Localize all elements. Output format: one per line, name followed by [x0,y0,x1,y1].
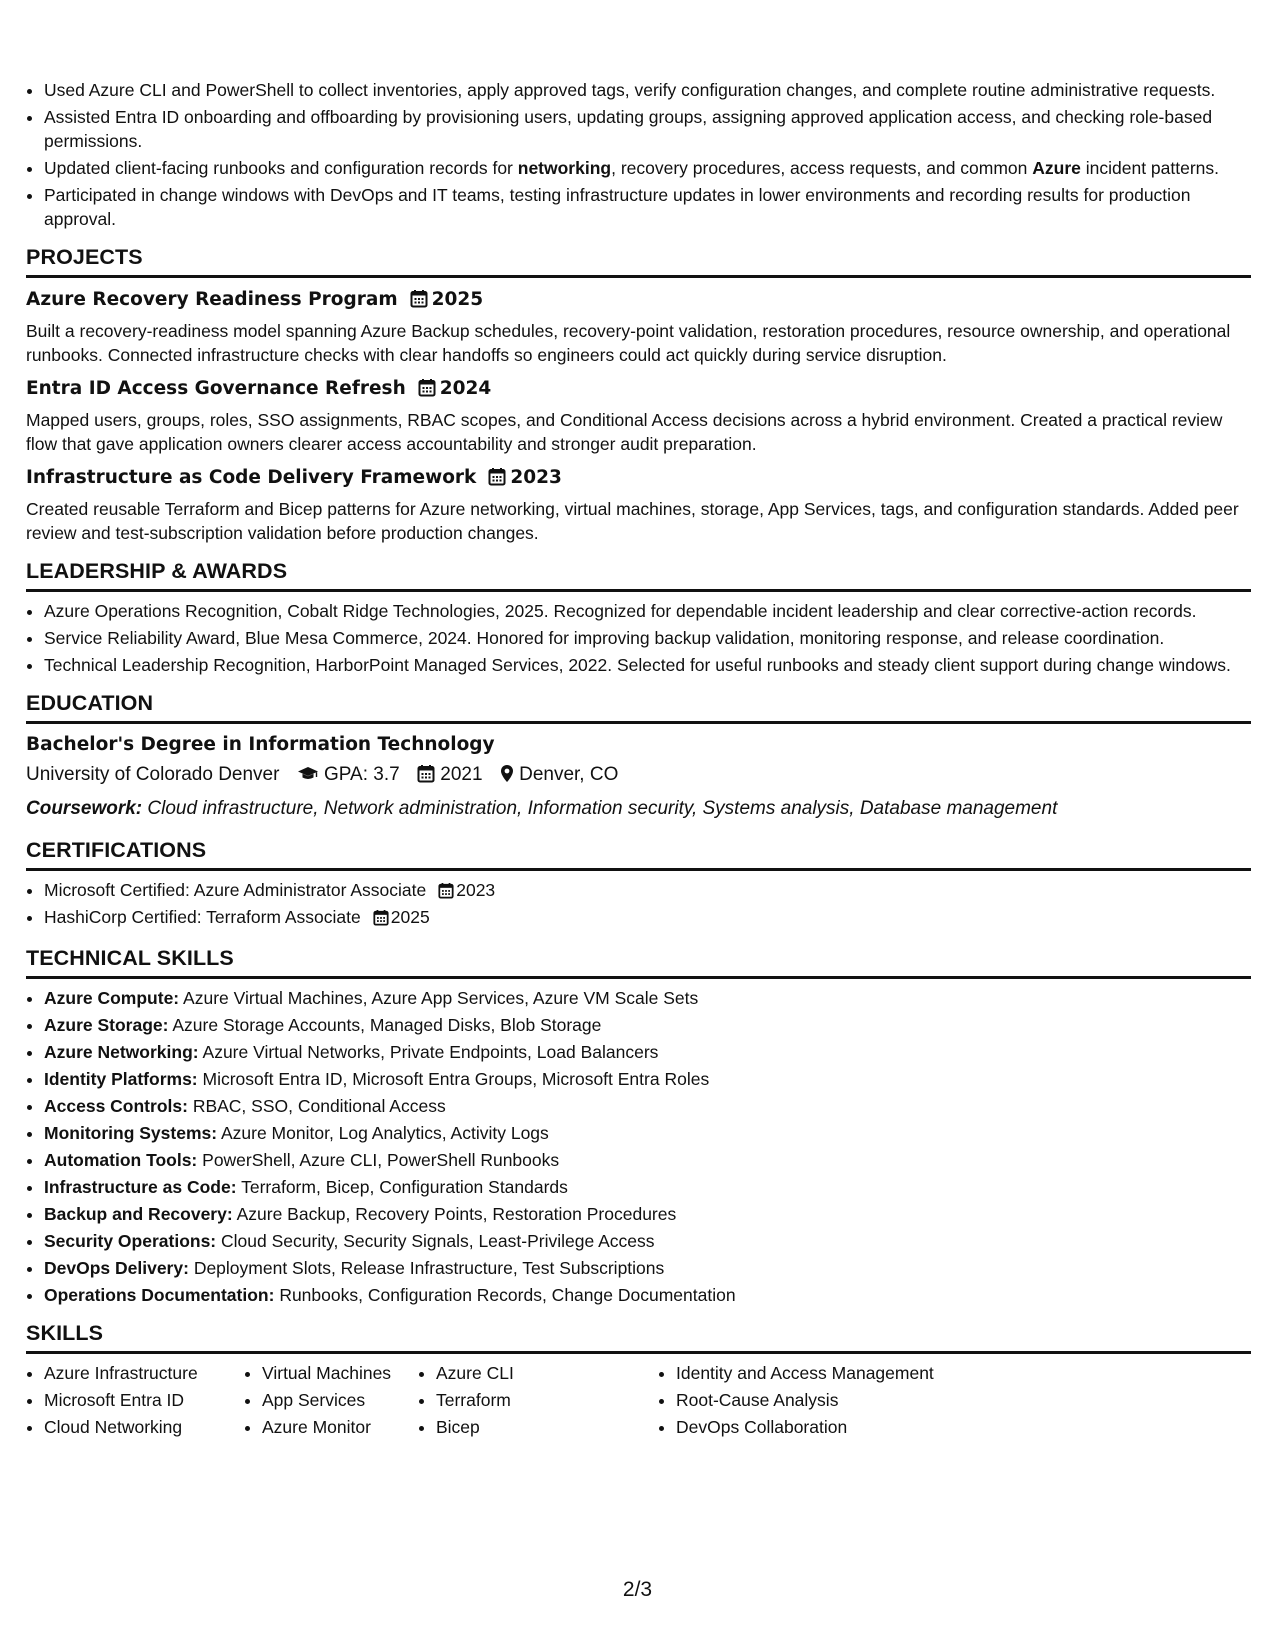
skill-values: Runbooks, Configuration Records, Change Documentation [279,1285,736,1305]
coursework-list: Cloud infrastructure, Network administration, Information security, Systems analysis, Database management [147,798,1058,819]
project-title: Azure Recovery Readiness Program [26,289,398,310]
section-heading-certifications: CERTIFICATIONS [26,835,1251,871]
skill-item: • Azure Monitor [262,1415,418,1439]
project-title: Infrastructure as Code Delivery Framework [26,467,477,488]
skills-section [26,1318,1251,1442]
skill-values: PowerShell, Azure CLI, PowerShell Runbooks [202,1150,560,1170]
calendar-icon [488,467,506,495]
skill-item: • Cloud Networking [44,1415,244,1439]
bullet-text: Assisted Entra ID onboarding and offboarding by provisioning users, updating groups, assigning approved application access, and checking role-based permissions. [44,107,1213,151]
skills-column [244,1361,418,1442]
certification-year: 2023 [456,880,496,900]
leadership-section [26,556,1251,677]
skill-category: Automation Tools: [44,1150,198,1170]
project-title-row [26,375,1251,406]
skill-values: Cloud Security, Security Signals, Least-Privilege Access [221,1231,655,1251]
technical-skill-item [44,1202,1251,1226]
skill-values: RBAC, SSO, Conditional Access [192,1096,446,1116]
skill-item: • Azure CLI [436,1361,658,1385]
skill-category: Monitoring Systems: [44,1123,218,1143]
skill-values: Azure Storage Accounts, Managed Disks, Blob Storage [172,1015,602,1035]
certification-item [44,905,1251,932]
coursework [26,794,1251,824]
project-year: 2024 [439,378,492,399]
projects-list [26,286,1251,545]
section-heading-skills: SKILLS [26,1318,1251,1354]
technical-skill-item [44,1229,1251,1253]
skill-category: Azure Storage: [44,1015,169,1035]
skill-values: Azure Monitor, Log Analytics, Activity Logs [220,1123,549,1143]
certification-name: HashiCorp Certified: Terraform Associate [44,907,361,927]
project-year: 2023 [510,467,562,488]
award-item: • Technical Leadership Recognition, HarborPoint Managed Services, 2022. Selected for useful runbooks and steady client support during change windows. [44,653,1251,677]
section-heading-education: EDUCATION [26,688,1251,724]
section-heading-projects: PROJECTS [26,242,1251,278]
award-item: • Azure Operations Recognition, Cobalt Ridge Technologies, 2025. Recognized for dependable incident leadership and clear corrective-action records. [44,599,1251,623]
bold-keyword: Azure [1032,158,1081,178]
skill-category: Backup and Recovery: [44,1204,233,1224]
skill-item: • Azure Infrastructure [44,1361,244,1385]
bullet-text: , recovery procedures, access requests, and common [611,158,1033,178]
project-description: Created reusable Terraform and Bicep patterns for Azure networking, virtual machines, storage, App Services, tags, and configuration standards. Added peer review and test-subscription validation before production changes. [26,499,1239,543]
section-heading-leadership: LEADERSHIP & AWARDS [26,556,1251,592]
projects-section [26,242,1251,545]
technical-skill-item [44,1256,1251,1280]
school-name: University of Colorado Denver [26,764,280,785]
map-pin-icon [500,762,514,794]
page-number: 2/3 [622,1578,653,1601]
graduation-year: 2021 [440,764,483,785]
calendar-icon [438,881,454,905]
calendar-icon [418,378,436,406]
experience-bullet [44,183,1251,231]
skill-values: Deployment Slots, Release Infrastructure, Test Subscriptions [193,1258,665,1278]
experience-bullet [44,156,1251,180]
bullet-text: Updated client-facing runbooks and configuration records for [44,158,518,178]
section-heading-technical-skills: TECHNICAL SKILLS [26,943,1251,979]
technical-skill-item [44,1148,1251,1172]
skill-category: Operations Documentation: [44,1285,275,1305]
award-item: • Service Reliability Award, Blue Mesa Commerce, 2024. Honored for improving backup validation, monitoring response, and release coordination. [44,626,1251,650]
gpa: GPA: 3.7 [324,764,400,785]
skill-item: • DevOps Collaboration [676,1415,996,1439]
project-entry [26,375,1251,456]
technical-skill-item [44,1283,1251,1307]
project-entry [26,464,1251,545]
bullet-text: incident patterns. [1080,158,1220,178]
technical-skill-item [44,1067,1251,1091]
skill-category: Identity Platforms: [44,1069,198,1089]
resume-page [26,78,1251,1442]
technical-skill-item [44,1121,1251,1145]
technical-skill-item [44,1040,1251,1064]
coursework-label: Coursework: [26,798,143,819]
technical-skill-item [44,986,1251,1010]
technical-skill-item [44,1175,1251,1199]
certification-year: 2025 [390,907,430,927]
education-section [26,688,1251,824]
location: Denver, CO [519,764,619,785]
skill-category: Access Controls: [44,1096,188,1116]
certification-item [44,878,1251,905]
skill-values: Azure Virtual Machines, Azure App Services, Azure VM Scale Sets [183,988,699,1008]
skills-column [26,1361,244,1442]
experience-bullets [26,78,1251,231]
skills-column [418,1361,658,1442]
project-entry [26,286,1251,367]
skill-category: Azure Compute: [44,988,180,1008]
skill-values: Azure Backup, Recovery Points, Restoration Procedures [236,1204,677,1224]
skill-item: • Terraform [436,1388,658,1412]
bullet-text: Participated in change windows with DevOps and IT teams, testing infrastructure updates in lower environments and recording results for production approval. [44,185,1191,229]
skills-column [658,1361,996,1442]
skill-values: Terraform, Bicep, Configuration Standards [241,1177,568,1197]
certifications-list [26,878,1251,932]
calendar-icon [410,289,428,317]
project-description: Built a recovery-readiness model spanning Azure Backup schedules, recovery-point validation, restoration procedures, resource ownership, and operational runbooks. Connected infrastructure checks with clear handoffs so engineers could act quickly during service disruption. [26,321,1231,365]
leadership-list [26,599,1251,677]
technical-skill-item [44,1013,1251,1037]
certifications-section [26,835,1251,932]
skill-values: Azure Virtual Networks, Private Endpoints, Load Balancers [202,1042,659,1062]
project-year: 2025 [431,289,484,310]
technical-skill-item [44,1094,1251,1118]
experience-bullet [44,78,1251,102]
bullet-text: Used Azure CLI and PowerShell to collect inventories, apply approved tags, verify configuration changes, and complete routine administrative requests. [44,80,1216,100]
skill-category: Infrastructure as Code: [44,1177,237,1197]
calendar-icon [373,908,389,932]
project-description: Mapped users, groups, roles, SSO assignments, RBAC scopes, and Conditional Access decisions across a hybrid environment. Created a practical review flow that gave application owners clearer access accountability and stronger audit preparation. [26,410,1223,454]
skill-item: • App Services [262,1388,418,1412]
project-title-row [26,464,1251,495]
skill-category: Security Operations: [44,1231,217,1251]
skill-item: • Root-Cause Analysis [676,1388,996,1412]
technical-skills-section [26,943,1251,1307]
skill-item: • Microsoft Entra ID [44,1388,244,1412]
skill-category: Azure Networking: [44,1042,199,1062]
experience-bullet [44,105,1251,153]
skill-item: • Bicep [436,1415,658,1439]
certification-name: Microsoft Certified: Azure Administrator Associate [44,880,427,900]
bold-keyword: networking [517,158,612,178]
technical-skills-list [26,986,1251,1307]
project-title: Entra ID Access Governance Refresh [26,378,406,399]
graduation-cap-icon [297,762,319,794]
degree-title: Bachelor's Degree in Information Technology [26,734,495,755]
education-meta [26,759,1251,794]
skills-grid [26,1361,1251,1442]
skill-values: Microsoft Entra ID, Microsoft Entra Groups, Microsoft Entra Roles [202,1069,710,1089]
project-title-row [26,286,1251,317]
skill-category: DevOps Delivery: [44,1258,189,1278]
calendar-icon [417,762,435,794]
skill-item: • Virtual Machines [262,1361,418,1385]
skill-item: • Identity and Access Management [676,1361,996,1385]
